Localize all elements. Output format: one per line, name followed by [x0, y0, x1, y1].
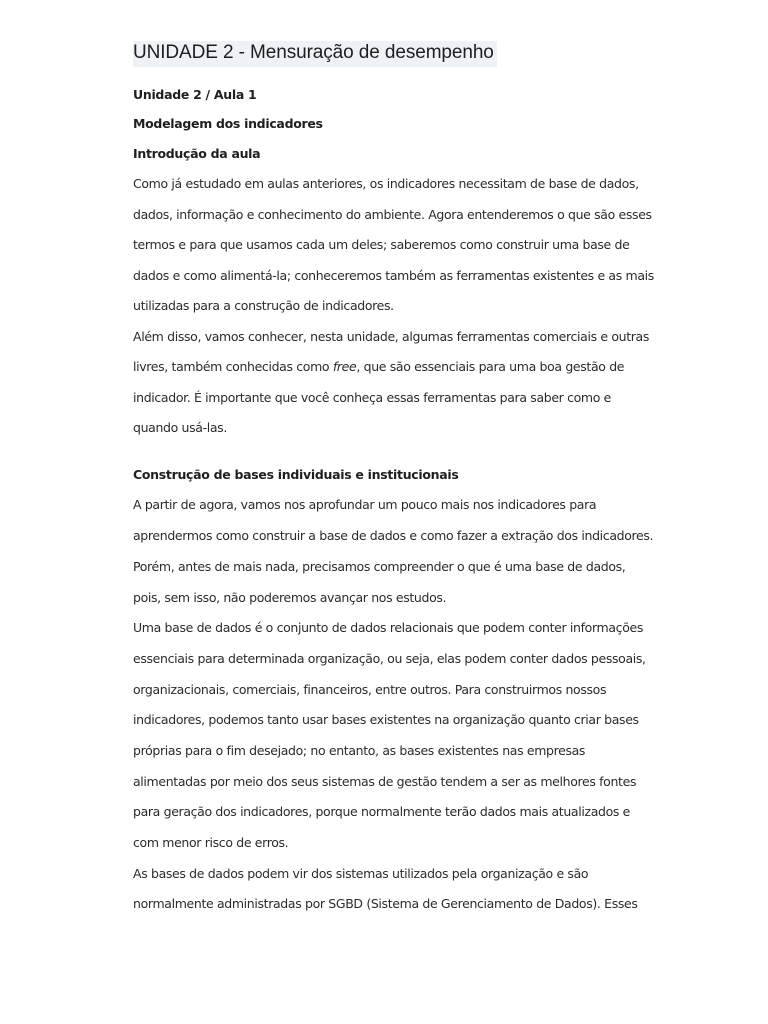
paragraph-text: livres, também conhecidas como — [133, 359, 333, 374]
paragraph-line: indicador. É importante que você conheça essas ferramentas para saber como e — [133, 390, 612, 405]
paragraph-line: normalmente administradas por SGBD (Sistema de Gerenciamento de Dados). Esses — [133, 896, 638, 911]
paragraph-line: aprendermos como construir a base de dados e como fazer a extração dos indicadores. — [133, 528, 654, 543]
paragraph-line: quando usá-las. — [133, 420, 227, 435]
paragraph-line: Porém, antes de mais nada, precisamos compreender o que é uma base de dados, — [133, 559, 626, 574]
page-title: UNIDADE 2 - Mensuração de desempenho — [133, 41, 497, 67]
paragraph-line: Uma base de dados é o conjunto de dados relacionais que podem conter informações — [133, 620, 643, 635]
italic-term-free: free — [332, 359, 357, 374]
paragraph-line: próprias para o fim desejado; no entanto, as bases existentes nas empresas — [133, 743, 586, 758]
lesson-subtitle: Unidade 2 / Aula 1 — [133, 87, 257, 102]
paragraph-text: , que são essenciais para uma boa gestão de — [356, 359, 625, 374]
paragraph-line: Como já estudado em aulas anteriores, os indicadores necessitam de base de dados, — [133, 176, 639, 191]
paragraph-line: alimentadas por meio dos seus sistemas de gestão tendem a ser as melhores fontes — [133, 774, 637, 789]
paragraph-line: organizacionais, comerciais, financeiros, entre outros. Para construirmos nossos — [133, 682, 607, 697]
paragraph-line: essenciais para determinada organização, ou seja, elas podem conter dados pessoais, — [133, 651, 646, 666]
paragraph-line: utilizadas para a construção de indicadores. — [133, 298, 394, 313]
section-heading-modelagem: Modelagem dos indicadores — [133, 116, 323, 131]
paragraph-line: A partir de agora, vamos nos aprofundar um pouco mais nos indicadores para — [133, 497, 597, 512]
paragraph-line: indicadores, podemos tanto usar bases existentes na organização quanto criar bases — [133, 712, 639, 727]
paragraph-line: Além disso, vamos conhecer, nesta unidade, algumas ferramentas comerciais e outras — [133, 329, 650, 344]
section-heading-introducao: Introdução da aula — [133, 146, 261, 161]
paragraph-line: termos e para que usamos cada um deles; saberemos como construir uma base de — [133, 237, 630, 252]
paragraph-line: dados e como alimentá-la; conheceremos também as ferramentas existentes e as mais — [133, 268, 654, 283]
paragraph-line: dados, informação e conhecimento do ambiente. Agora entenderemos o que são esses — [133, 207, 652, 222]
paragraph-line — [133, 359, 624, 375]
paragraph-line: com menor risco de erros. — [133, 835, 289, 850]
paragraph-line: pois, sem isso, não poderemos avançar nos estudos. — [133, 590, 447, 605]
paragraph-line: para geração dos indicadores, porque normalmente terão dados mais atualizados e — [133, 804, 631, 819]
section-heading-construcao: Construção de bases individuais e institucionais — [133, 467, 459, 482]
paragraph-line: As bases de dados podem vir dos sistemas utilizados pela organização e são — [133, 866, 589, 881]
